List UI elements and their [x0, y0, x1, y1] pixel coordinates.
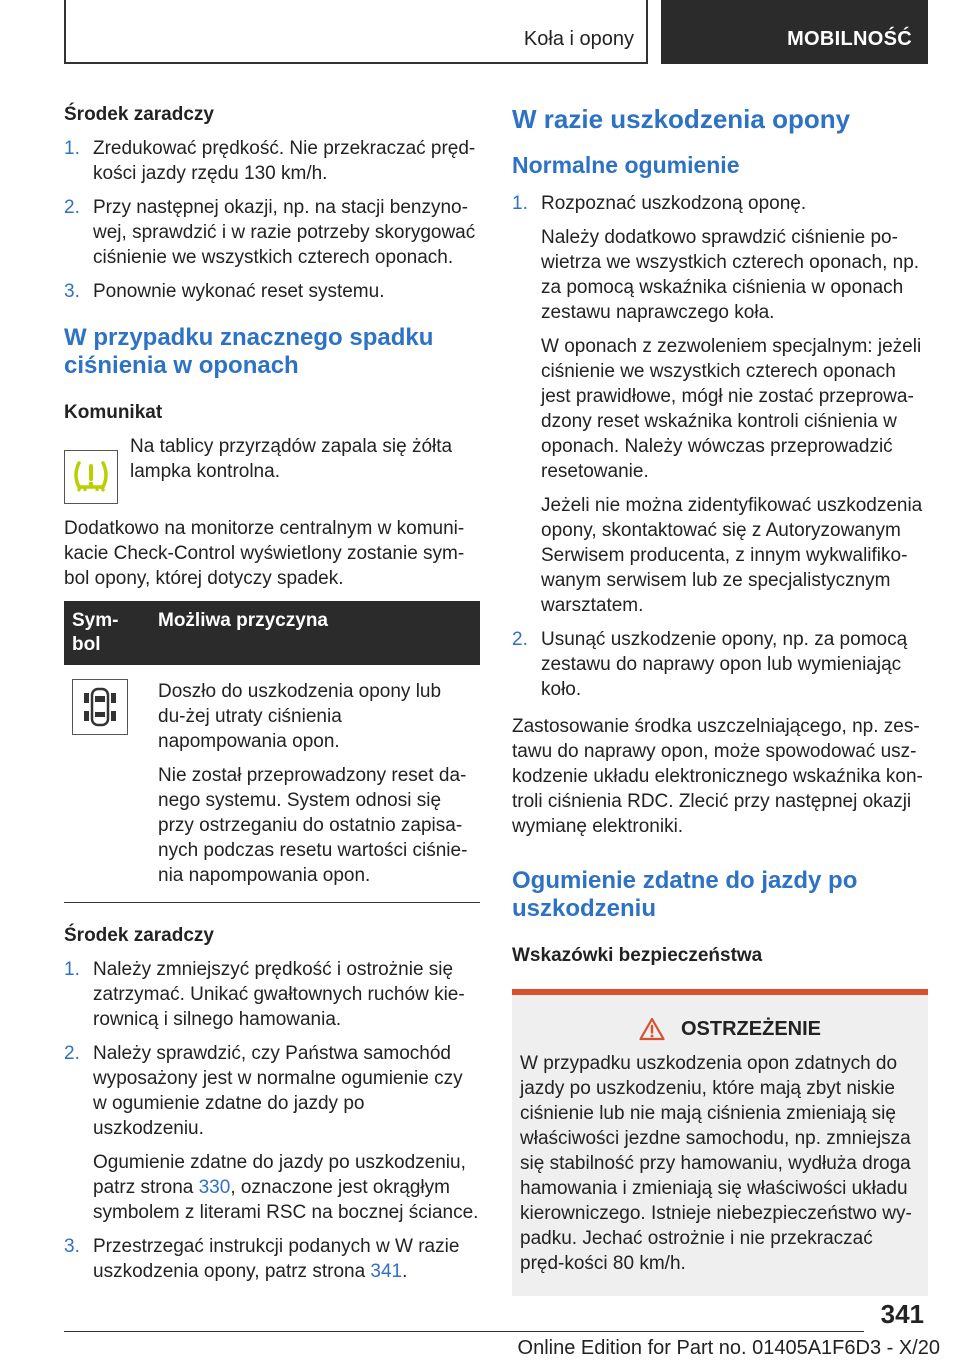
- table-header-row: [64, 601, 480, 665]
- right-column: [512, 104, 928, 1296]
- tire-pressure-warning-icon: [64, 450, 118, 504]
- remedy-steps-2: [64, 957, 480, 1284]
- warning-text: W przypadku uszkodzenia opon zdatnych do jazdy po uszkodzeniu, które mają zbyt niskie ciśnienie lub nie mają ciśnienia zmieniają się właściwości jezdne samochodu, np. zmniejsza się stabilność przy hamowaniu, wydłuża droga hamowania i zmieniają się właściwości układu kierowniczego. Istnieje niebezpieczeństwo wy-padku. Jechać ostrożnie i nie przekraczać pręd-kości 80 km/h.: [520, 1053, 912, 1274]
- cause-cell: [150, 665, 480, 903]
- chapter-label: MOBILNOŚĆ: [787, 28, 912, 50]
- step-note: W oponach z zezwoleniem specjalnym: jeżeli ciśnienie we wszystkich czterech oponach jest prawidłowe, mógł nie zostać przeprowa-dzony reset wskaźnika kontroli ciśnienia w oponach. Należy wówczas przeprowadzić resetowanie.: [541, 336, 922, 482]
- page-heading: W razie uszkodzenia opony: [512, 104, 851, 134]
- message-row: [64, 434, 480, 504]
- page-link-341[interactable]: 341: [370, 1261, 403, 1282]
- table-row: [64, 665, 480, 903]
- header-section-title: Koła i opony: [523, 28, 634, 50]
- remedy-title-2: Środek zaradczy: [64, 925, 214, 946]
- list-item: 1. Zredukować prędkość. Nie przekraczać pręd-kości jazdy rzędu 130 km/h.: [64, 138, 476, 184]
- section-heading-pressure-drop: W przypadku znacznego spadku ciśnienia w oponach: [64, 324, 434, 379]
- cause-text-1: Doszło do uszkodzenia opony lub du-żej utraty ciśnienia napompowania opon.: [158, 681, 442, 752]
- sealant-text: Zastosowanie środka uszczelniającego, np. zes-tawu do naprawy opon, może spowodować usz-kodzenie układu elektronicznego wskaźnika kon-troli ciśnienia RDC. Zlecić przy następnej okazji wymianę elektroniki.: [512, 716, 923, 837]
- warning-title: OSTRZEŻENIE: [680, 1017, 821, 1040]
- column-header-symbol: Sym-bol: [64, 601, 150, 665]
- step-note: Ogumienie zdatne do jazdy po uszkodzeniu, patrz strona 330, oznaczone jest okrągłym symbolem z literami RSC na bocznej ściance.: [93, 1152, 479, 1223]
- section-heading-runflat: Ogumienie zdatne do jazdy po uszkodzeniu: [512, 867, 858, 922]
- page-link-330[interactable]: 330: [198, 1177, 231, 1198]
- car-tire-position-icon: [72, 679, 128, 735]
- page-number: 341: [880, 1299, 924, 1329]
- section-heading-normal-tires: Normalne ogumienie: [512, 152, 740, 178]
- warning-triangle-icon: [639, 1017, 665, 1041]
- step-note: Jeżeli nie można zidentyfikować uszkodzenia opony, skontaktować się z Autoryzowanym Serwisem producenta, z innym wykwalifiko-wanym serwisem lub ze specjalistycznym warsztatem.: [541, 495, 923, 616]
- column-header-cause: Możliwa przyczyna: [150, 601, 480, 665]
- header-chapter-tab: [661, 0, 928, 64]
- left-column: [64, 104, 480, 1296]
- remedy-title: Środek zaradczy: [64, 104, 214, 125]
- list-item: 1. Należy zmniejszyć prędkość i ostrożnie się zatrzymać. Unikać gwałtownych ruchów kie-rownicą i silnego hamowania.: [64, 959, 465, 1030]
- remedy-steps: [64, 136, 480, 304]
- list-item: 3. Przestrzegać instrukcji podanych w W razie uszkodzenia opony, patrz strona 341.: [64, 1236, 460, 1282]
- tire-damage-steps: [512, 191, 928, 702]
- message-text: Na tablicy przyrządów zapala się żółta lampka kontrolna.: [130, 436, 453, 482]
- warning-box: [512, 989, 928, 1296]
- message-title: Komunikat: [64, 402, 163, 423]
- cause-text-2: Nie został przeprowadzony reset da-nego systemu. System odnosi się przy ostrzeganiu do ostatnio zapisa-nych podczas resetu wartości ciśnie-nia napompowania opon.: [158, 765, 468, 886]
- list-item: 1. Rozpoznać uszkodzoną oponę. Należy dodatkowo sprawdzić ciśnienie po-wietrza we wszystkich czterech oponach, np. za pomocą wskaźnika ciśnienia w oponach zestawu naprawczego koła. W oponach z zezwoleniem specjalnym: jeżeli ciśnienie we wszystkich czterech oponach jest prawidłowe, mógł nie zostać przeprowa-dzony reset wskaźnika kontroli ciśnienia w oponach. Należy wówczas przeprowadzić resetowanie. Jeżeli nie można zidentyfikować uszkodzenia opony, skontaktować się z Autoryzowanym Serwisem producenta, z innym wykwalifiko-wanym serwisem lub ze specjalistycznym warsztatem.: [512, 191, 928, 618]
- warning-header: [540, 1017, 920, 1041]
- footer-edition: Online Edition for Part no. 01405A1F6D3 - X/20: [517, 1337, 940, 1359]
- list-item: 3. Ponownie wykonać reset systemu.: [64, 281, 385, 302]
- safety-title: Wskazówki bezpieczeństwa: [512, 945, 763, 966]
- symbol-table: [64, 601, 480, 903]
- footer-divider: [64, 1331, 864, 1332]
- list-item: 2. Przy następnej okazji, np. na stacji benzyno-wej, sprawdzić i w razie potrzeby skorygować ciśnienie we wszystkich czterech oponach.: [64, 197, 476, 268]
- list-item: 2. Usunąć uszkodzenie opony, np. za pomocą zestawu do naprawy opon lub wymieniając koło.: [512, 629, 908, 700]
- step-note: Należy dodatkowo sprawdzić ciśnienie po-wietrza we wszystkich czterech oponach, np. za pomocą wskaźnika ciśnienia w oponach zestawu naprawczego koła.: [541, 227, 920, 323]
- info-text: Dodatkowo na monitorze centralnym w komuni-kacie Check-Control wyświetlony zostanie sym-bol opony, której dotyczy spadek.: [64, 518, 465, 589]
- list-item: 2. Należy sprawdzić, czy Państwa samochód wyposażony jest w normalne ogumienie czy w ogumienie zdatne do jazdy po uszkodzeniu. Ogumienie zdatne do jazdy po uszkodzeniu, patrz strona 330, oznaczone jest okrągłym symbolem z literami RSC na bocznej ściance.: [64, 1043, 479, 1223]
- symbol-cell: [64, 665, 150, 903]
